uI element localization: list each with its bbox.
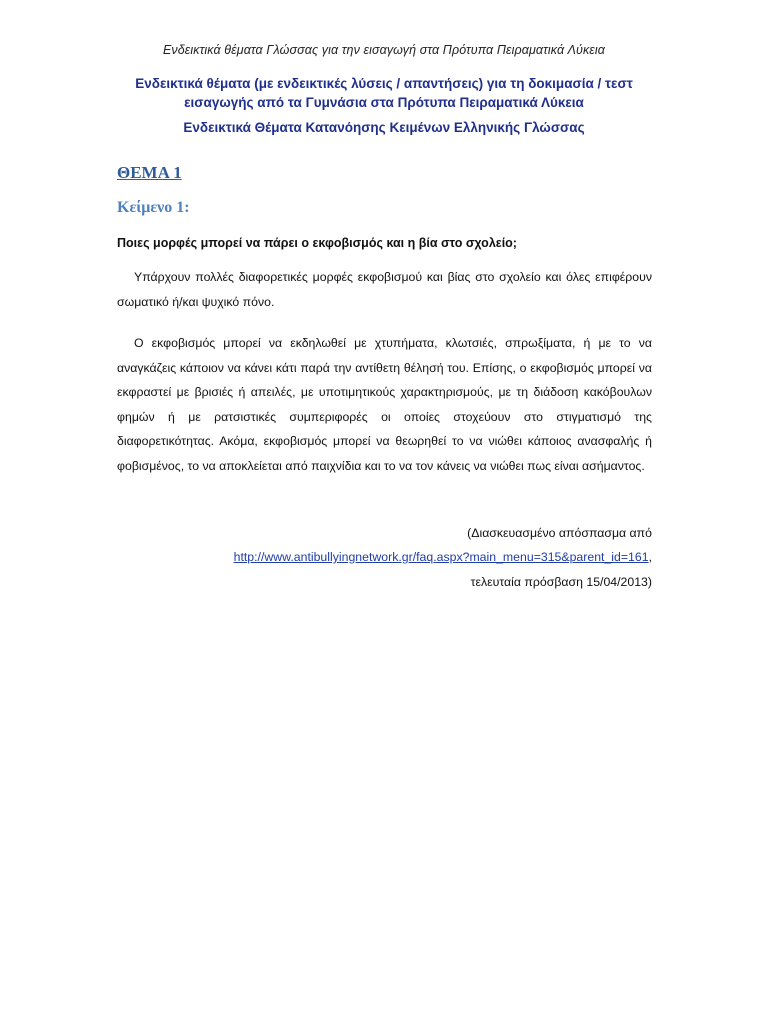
source-link[interactable]: http://www.antibullyingnetwork.gr/faq.aspx?main_menu=315&parent_id=161: [233, 550, 649, 564]
source-link-suffix: ,: [648, 550, 652, 564]
theme-heading: ΘΕΜΑ 1: [117, 163, 182, 182]
citation-line-3: τελευταία πρόσβαση 15/04/2013): [470, 575, 652, 589]
document-subtitle: Ενδεικτικά Θέματα Κατανόησης Κειμένων Ελληνικής Γλώσσας: [183, 120, 585, 135]
paragraph-1: Υπάρχουν πολλές διαφορετικές μορφές εκφοβισμού και βίας στο σχολείο και όλες επιφέρουν σωματικό ή/και ψυχικό πόνο.: [117, 270, 652, 309]
citation-line-2: [117, 545, 652, 570]
document-title-line-2: εισαγωγής από τα Γυμνάσια στα Πρότυπα Πειραματικά Λύκεια: [184, 95, 584, 110]
document-title: [108, 74, 660, 112]
question-text: Ποιες μορφές μπορεί να πάρει ο εκφοβισμός και η βία στο σχολείο;: [117, 236, 517, 250]
citation-line-1: (Διασκευασμένο απόσπασμα από: [467, 526, 652, 540]
running-header: Ενδεικτικά θέματα Γλώσσας για την εισαγωγή στα Πρότυπα Πειραματικά Λύκεια: [162, 43, 606, 57]
paragraph-2: Ο εκφοβισμός μπορεί να εκδηλωθεί με χτυπήματα, κλωτσιές, σπρωξίματα, ή με το να αναγκάζεις κάποιον να κάνει κάτι παρά την αντίθετη θέλησή του. Επίσης, ο εκφοβισμός μπορεί να εκφραστεί με βρισιές ή απειλές, με υποτιμητικούς χαρακτηρισμούς, με τη διάδοση κακόβουλων φημών ή με ρατσιστικές συμπεριφορές οι οποίες στοχεύουν στο στιγματισμό της διαφορετικότητας. Ακόμα, εκφοβισμός μπορεί να θεωρηθεί το να νιώθει κάποιος ανασφαλής ή φοβισμένος, το να αποκλείεται από παιχνίδια και το να τον κάνεις να νιώθει πως είναι ασήμαντος.: [117, 336, 652, 473]
document-title-line-1: Ενδεικτικά θέματα (με ενδεικτικές λύσεις / απαντήσεις) για τη δοκιμασία / τεστ: [135, 76, 633, 91]
text-heading: Κείμενο 1:: [117, 199, 190, 216]
